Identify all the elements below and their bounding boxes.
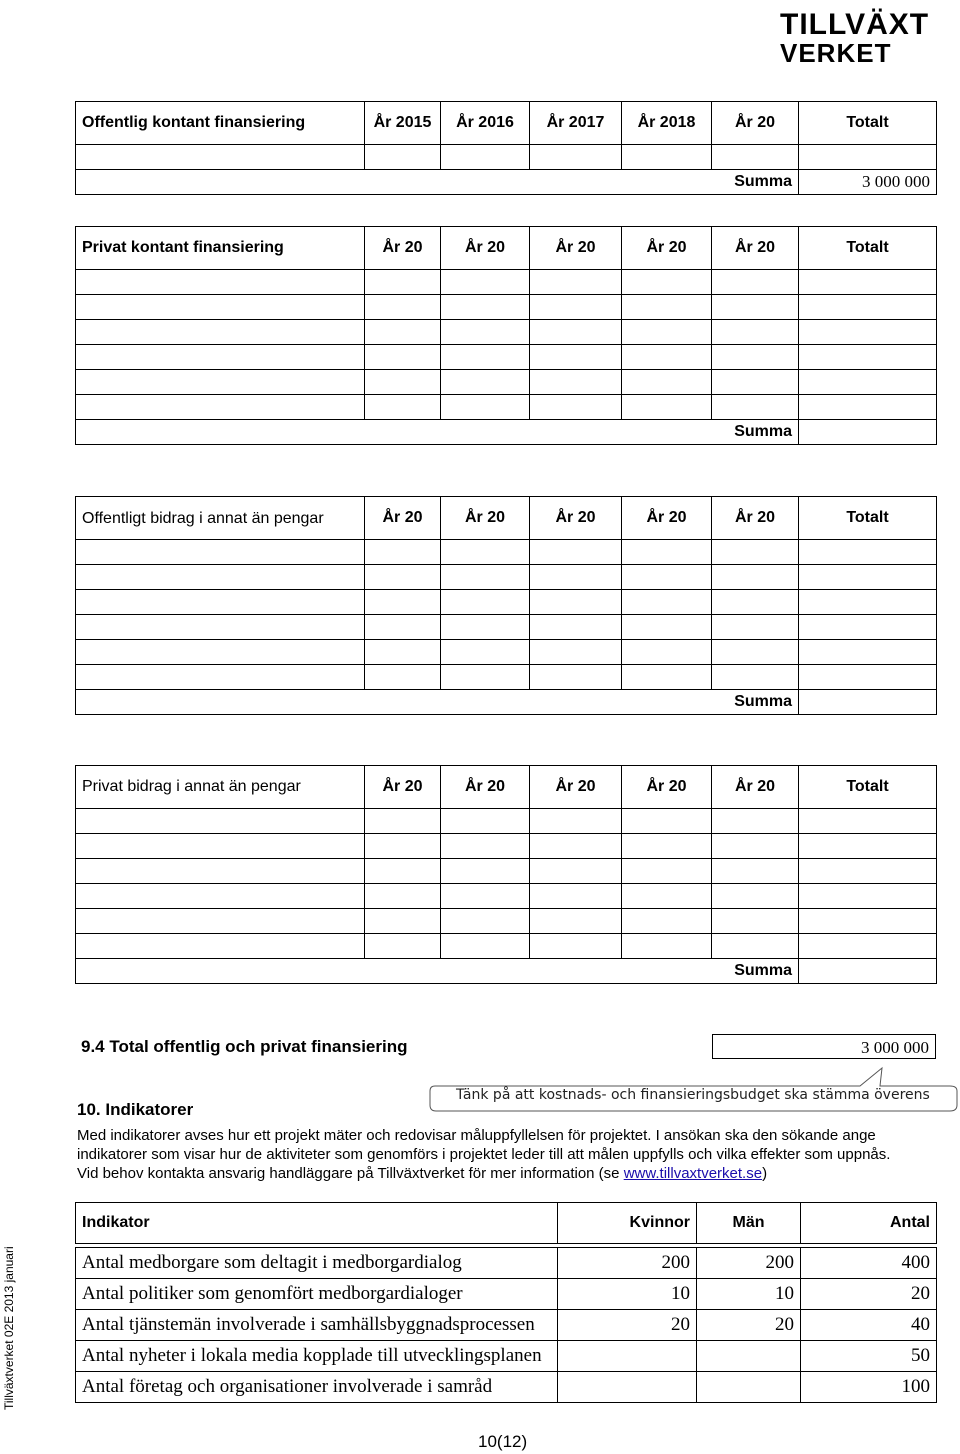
cell[interactable] — [712, 345, 799, 370]
cell[interactable] — [441, 145, 530, 170]
cell[interactable] — [76, 270, 365, 295]
cell[interactable] — [365, 270, 441, 295]
cell[interactable] — [622, 640, 712, 665]
table-label: Offentlig kontant finansiering — [76, 102, 365, 145]
table-row — [76, 295, 937, 320]
cell[interactable] — [365, 540, 441, 565]
cell[interactable] — [799, 145, 937, 170]
cell[interactable] — [799, 270, 937, 295]
table-row — [76, 615, 937, 640]
page-number: 10(12) — [478, 1432, 528, 1451]
cell[interactable] — [712, 884, 799, 909]
cell[interactable] — [530, 884, 622, 909]
section-heading: 10. Indikatorer — [77, 1100, 194, 1119]
cell[interactable] — [76, 395, 365, 420]
year-header: År 20 — [441, 227, 530, 270]
cell[interactable] — [622, 565, 712, 590]
cell[interactable] — [530, 345, 622, 370]
cell[interactable] — [712, 565, 799, 590]
cell[interactable] — [712, 395, 799, 420]
table-row — [76, 1279, 937, 1310]
table-row — [76, 370, 937, 395]
table-row — [76, 1248, 937, 1279]
women-value[interactable] — [558, 1341, 697, 1372]
table-row — [76, 640, 937, 665]
cell[interactable] — [76, 859, 365, 884]
men-value[interactable]: 200 — [697, 1248, 801, 1279]
cell[interactable] — [622, 590, 712, 615]
table-row — [76, 834, 937, 859]
cell[interactable] — [530, 145, 622, 170]
cell[interactable] — [622, 270, 712, 295]
cell[interactable] — [799, 540, 937, 565]
total-header: Antal — [801, 1203, 937, 1244]
cell[interactable] — [799, 395, 937, 420]
cell[interactable] — [799, 859, 937, 884]
table-row — [76, 270, 937, 295]
cell[interactable] — [530, 395, 622, 420]
cell[interactable] — [712, 270, 799, 295]
cell[interactable] — [622, 859, 712, 884]
year-header: År 20 — [365, 227, 441, 270]
indicator-table — [75, 1202, 937, 1403]
cell[interactable] — [441, 640, 530, 665]
table-row — [76, 1341, 937, 1372]
table-row — [76, 540, 937, 565]
cell[interactable] — [441, 834, 530, 859]
sum-value[interactable] — [799, 690, 937, 715]
men-value[interactable] — [697, 1372, 801, 1403]
cell[interactable] — [799, 295, 937, 320]
cell[interactable] — [365, 590, 441, 615]
cell[interactable] — [712, 590, 799, 615]
cell[interactable] — [530, 565, 622, 590]
year-header: År 20 — [712, 227, 799, 270]
cell[interactable] — [530, 909, 622, 934]
cell[interactable] — [441, 320, 530, 345]
total-header: Totalt — [799, 227, 937, 270]
table-privat-kontant — [75, 226, 937, 445]
total-financing-value[interactable]: 3 000 000 — [712, 1034, 936, 1059]
cell[interactable] — [76, 295, 365, 320]
cell[interactable] — [530, 590, 622, 615]
table-row — [76, 395, 937, 420]
table-row — [76, 859, 937, 884]
indicator-name[interactable]: Antal politiker som genomfört medborgardialoger — [76, 1279, 558, 1310]
women-value[interactable] — [558, 1372, 697, 1403]
cell[interactable] — [76, 320, 365, 345]
cell[interactable] — [365, 370, 441, 395]
cell[interactable] — [441, 370, 530, 395]
cell[interactable] — [365, 320, 441, 345]
indicator-name[interactable]: Antal medborgare som deltagit i medborgardialog — [76, 1248, 558, 1279]
cell[interactable] — [622, 320, 712, 345]
women-value[interactable]: 200 — [558, 1248, 697, 1279]
men-value[interactable]: 20 — [697, 1310, 801, 1341]
sum-label: Summa — [76, 959, 799, 984]
year-header: År 2017 — [530, 102, 622, 145]
cell[interactable] — [365, 565, 441, 590]
year-header: År 20 — [530, 227, 622, 270]
year-header: År 20 — [441, 497, 530, 540]
cell[interactable] — [712, 859, 799, 884]
cell[interactable] — [441, 859, 530, 884]
cell[interactable] — [712, 834, 799, 859]
cell[interactable] — [76, 145, 365, 170]
cell[interactable] — [76, 909, 365, 934]
sum-label: Summa — [76, 420, 799, 445]
table-offentligt-bidrag — [75, 496, 937, 715]
cell[interactable] — [441, 809, 530, 834]
sum-value[interactable] — [799, 959, 937, 984]
cell[interactable] — [76, 615, 365, 640]
year-header: År 20 — [622, 766, 712, 809]
cell[interactable] — [530, 809, 622, 834]
cell[interactable] — [441, 295, 530, 320]
cell[interactable] — [76, 345, 365, 370]
cell[interactable] — [622, 615, 712, 640]
year-header: År 20 — [712, 766, 799, 809]
indicator-name[interactable]: Antal företag och organisationer involverade i samråd — [76, 1372, 558, 1403]
table-row — [76, 1372, 937, 1403]
year-header: År 20 — [365, 766, 441, 809]
cell[interactable] — [622, 395, 712, 420]
cell[interactable] — [799, 590, 937, 615]
cell[interactable] — [530, 295, 622, 320]
table-row — [76, 1310, 937, 1341]
cell[interactable] — [530, 640, 622, 665]
year-header: År 20 — [712, 497, 799, 540]
cell[interactable] — [365, 859, 441, 884]
total-value[interactable]: 50 — [801, 1341, 937, 1372]
table-row — [76, 665, 937, 690]
section-intro — [77, 1126, 927, 1183]
cell[interactable] — [530, 834, 622, 859]
table-row — [76, 145, 937, 170]
cell[interactable] — [799, 615, 937, 640]
cell[interactable] — [441, 565, 530, 590]
table-row — [76, 320, 937, 345]
cell[interactable] — [76, 934, 365, 959]
cell[interactable] — [799, 809, 937, 834]
cell[interactable] — [365, 809, 441, 834]
sum-value[interactable]: 3 000 000 — [799, 170, 937, 195]
cell[interactable] — [799, 370, 937, 395]
cell[interactable] — [530, 615, 622, 640]
cell[interactable] — [441, 395, 530, 420]
total-value[interactable]: 100 — [801, 1372, 937, 1403]
cell[interactable] — [365, 395, 441, 420]
year-header: År 20 — [622, 227, 712, 270]
cell[interactable] — [712, 295, 799, 320]
total-value[interactable]: 20 — [801, 1279, 937, 1310]
table-row — [76, 345, 937, 370]
cell[interactable] — [76, 884, 365, 909]
cell[interactable] — [622, 909, 712, 934]
cell[interactable] — [622, 145, 712, 170]
cell[interactable] — [441, 665, 530, 690]
cell[interactable] — [712, 540, 799, 565]
cell[interactable] — [622, 345, 712, 370]
table-offentlig-kontant — [75, 101, 937, 195]
cell[interactable] — [76, 640, 365, 665]
cell[interactable] — [76, 665, 365, 690]
contact-text-end: ) — [762, 1165, 768, 1182]
cell[interactable] — [712, 665, 799, 690]
cell[interactable] — [622, 665, 712, 690]
cell[interactable] — [712, 615, 799, 640]
total-header: Totalt — [799, 766, 937, 809]
cell[interactable] — [622, 834, 712, 859]
cell[interactable] — [622, 884, 712, 909]
logo-line2: VERKET — [780, 38, 892, 66]
logo-line1: TILLVÄXT — [780, 8, 930, 41]
cell[interactable] — [799, 834, 937, 859]
table-row — [76, 809, 937, 834]
cell[interactable] — [799, 884, 937, 909]
cell[interactable] — [530, 934, 622, 959]
table-row — [76, 565, 937, 590]
callout-text: Tänk på att kostnads- och finansieringsbudget ska stämma överens — [456, 1087, 930, 1103]
contact-text: Vid behov kontakta ansvarig handläggare på Tillväxtverket för mer information (se — [77, 1165, 624, 1182]
cell[interactable] — [441, 884, 530, 909]
cell[interactable] — [712, 640, 799, 665]
cell[interactable] — [76, 834, 365, 859]
cell[interactable] — [365, 665, 441, 690]
cell[interactable] — [712, 934, 799, 959]
cell[interactable] — [799, 320, 937, 345]
men-header: Män — [697, 1203, 801, 1244]
men-value[interactable] — [697, 1341, 801, 1372]
contact-paragraph — [77, 1164, 927, 1183]
total-header: Totalt — [799, 102, 937, 145]
cell[interactable] — [76, 540, 365, 565]
total-financing-row — [75, 1034, 936, 1061]
cell[interactable] — [365, 884, 441, 909]
cell[interactable] — [76, 370, 365, 395]
sum-label: Summa — [76, 690, 799, 715]
cell[interactable] — [365, 909, 441, 934]
table-row — [76, 909, 937, 934]
side-footer-text: Tillväxtverket 02E 2013 januari — [2, 1246, 16, 1410]
total-value[interactable]: 40 — [801, 1310, 937, 1341]
cell[interactable] — [76, 590, 365, 615]
cell[interactable] — [530, 320, 622, 345]
cell[interactable] — [712, 320, 799, 345]
year-header: År 20 — [530, 766, 622, 809]
year-header: År 2015 — [365, 102, 441, 145]
cell[interactable] — [365, 934, 441, 959]
cell[interactable] — [799, 345, 937, 370]
women-value[interactable]: 10 — [558, 1279, 697, 1310]
cell[interactable] — [530, 665, 622, 690]
women-value[interactable]: 20 — [558, 1310, 697, 1341]
cell[interactable] — [441, 909, 530, 934]
cell[interactable] — [76, 565, 365, 590]
cell[interactable] — [365, 145, 441, 170]
cell[interactable] — [712, 909, 799, 934]
cell[interactable] — [441, 270, 530, 295]
men-value[interactable]: 10 — [697, 1279, 801, 1310]
indicator-name[interactable]: Antal nyheter i lokala media kopplade till utvecklingsplanen — [76, 1341, 558, 1372]
cell[interactable] — [365, 615, 441, 640]
year-header: År 20 — [712, 102, 799, 145]
year-header: År 20 — [365, 497, 441, 540]
intro-paragraph: Med indikatorer avses hur ett projekt mäter och redovisar måluppfyllelsen för projektet. I ansökan ska den sökande ange indikatorer som visar hur de aktiviteter som genomförs i projektet leder till att målen uppfylls och vilka effekter som uppnås. — [77, 1127, 891, 1163]
table-row — [76, 934, 937, 959]
table-label: Privat bidrag i annat än pengar — [76, 766, 365, 809]
cell[interactable] — [530, 859, 622, 884]
cell[interactable] — [622, 809, 712, 834]
cell[interactable] — [530, 540, 622, 565]
cell[interactable] — [441, 934, 530, 959]
cell[interactable] — [799, 565, 937, 590]
year-header: År 20 — [441, 766, 530, 809]
table-label: Privat kontant finansiering — [76, 227, 365, 270]
cell[interactable] — [530, 270, 622, 295]
table-row — [76, 590, 937, 615]
total-header: Totalt — [799, 497, 937, 540]
cell[interactable] — [622, 934, 712, 959]
sum-label: Summa — [76, 170, 799, 195]
cell[interactable] — [712, 809, 799, 834]
cell[interactable] — [441, 590, 530, 615]
year-header: År 20 — [530, 497, 622, 540]
cell[interactable] — [712, 145, 799, 170]
year-header: År 2016 — [441, 102, 530, 145]
cell[interactable] — [799, 665, 937, 690]
total-financing-label: 9.4 Total offentlig och privat finansiering — [81, 1037, 408, 1056]
cell[interactable] — [365, 295, 441, 320]
table-row — [76, 884, 937, 909]
cell[interactable] — [365, 640, 441, 665]
year-header: År 20 — [622, 497, 712, 540]
cell[interactable] — [799, 640, 937, 665]
sum-value[interactable] — [799, 420, 937, 445]
indicator-name[interactable]: Antal tjänstemän involverade i samhällsbyggnadsprocessen — [76, 1310, 558, 1341]
cell[interactable] — [441, 540, 530, 565]
cell[interactable] — [365, 345, 441, 370]
cell[interactable] — [530, 370, 622, 395]
cell[interactable] — [622, 370, 712, 395]
cell[interactable] — [622, 295, 712, 320]
cell[interactable] — [622, 540, 712, 565]
table-privat-bidrag — [75, 765, 937, 984]
women-header: Kvinnor — [558, 1203, 697, 1244]
cell[interactable] — [799, 909, 937, 934]
cell[interactable] — [441, 345, 530, 370]
website-link[interactable]: www.tillvaxtverket.se — [623, 1165, 763, 1182]
cell[interactable] — [365, 834, 441, 859]
year-header: År 2018 — [622, 102, 712, 145]
cell[interactable] — [76, 809, 365, 834]
total-value[interactable]: 400 — [801, 1248, 937, 1279]
indicator-header: Indikator — [76, 1203, 558, 1244]
cell[interactable] — [712, 370, 799, 395]
table-label: Offentligt bidrag i annat än pengar — [76, 497, 365, 540]
cell[interactable] — [441, 615, 530, 640]
cell[interactable] — [799, 934, 937, 959]
tillvaxtverket-logo — [778, 4, 938, 66]
